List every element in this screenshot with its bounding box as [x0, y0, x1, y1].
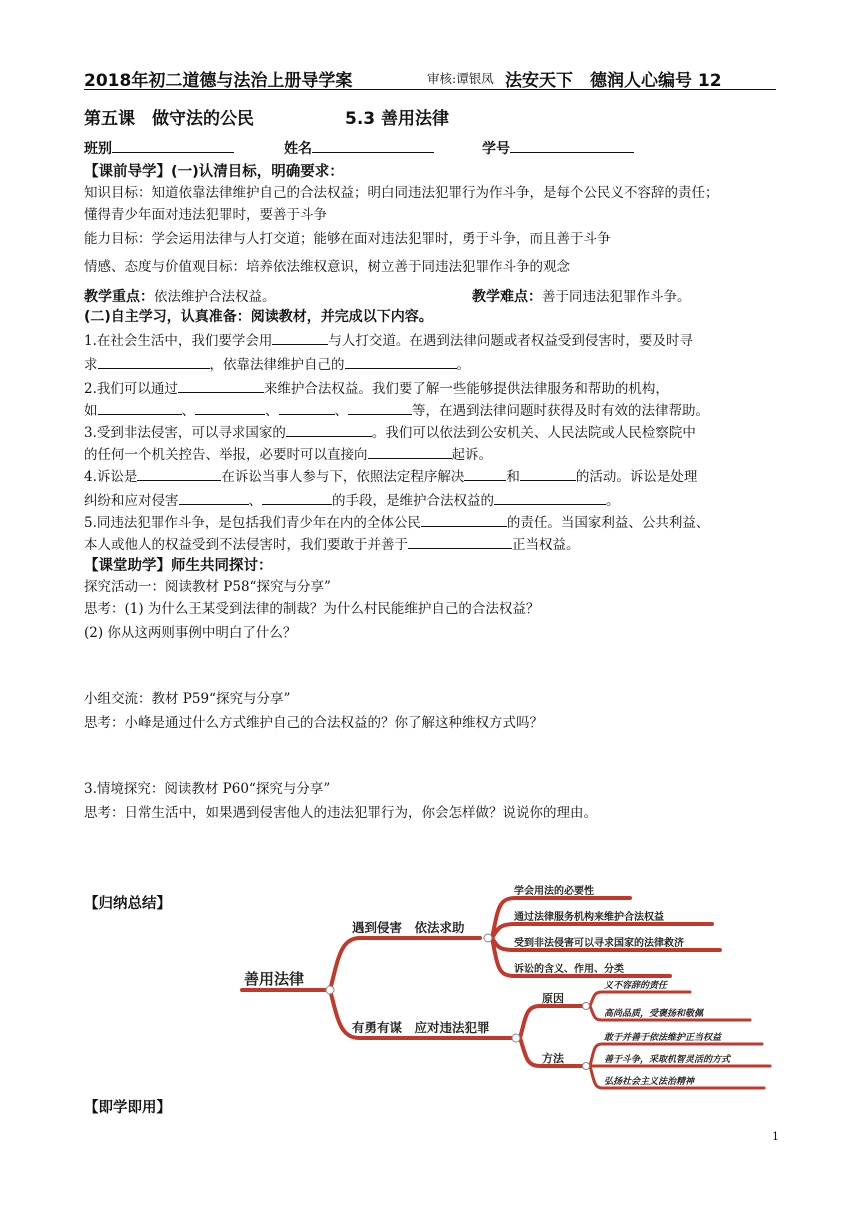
q2-sep-1: 、: [181, 403, 195, 419]
class-blank[interactable]: [112, 138, 234, 153]
mind-map-branch-2: 有勇有谋 应对违法犯罪: [352, 1020, 490, 1035]
q1-blank-2[interactable]: [98, 354, 210, 369]
reason-label: 原因: [542, 992, 564, 1005]
question-2-line2: [84, 400, 709, 420]
q1-text-b: 与人打交道。在遇到法律问题或者权益受到侵害时，要及时寻: [328, 333, 693, 349]
q5-text-b: 的责任。当国家利益、公共利益、: [506, 515, 710, 531]
emotion-goal: 情感、态度与价值观目标：培养依法维权意识，树立善于同违法犯罪作斗争的观念: [84, 259, 570, 275]
q4-text-b: 在诉讼当事人参与下，依照法定程序解决: [221, 469, 465, 485]
q2-blank-5[interactable]: [348, 400, 412, 415]
q4-text-f: 、: [248, 493, 262, 509]
reviewer: 审核:谭银凤: [427, 71, 494, 86]
q1-text-d: ，依靠法律维护自己的: [209, 357, 345, 373]
q3-blank-2[interactable]: [368, 444, 452, 459]
q2-text-b: 来维护合法权益。我们要了解一些能够提供法律服务和帮助的机构，: [263, 381, 669, 397]
header-rule: [84, 89, 776, 90]
q5-text-a: 5.同违法犯罪作斗争，是包括我们青少年在内的全体公民: [84, 515, 421, 531]
q4-blank-2[interactable]: [464, 466, 506, 481]
ability-goal: 能力目标：学会运用法律与人打交道；能够在面对违法犯罪时，勇于斗争，而且善于斗争: [84, 231, 611, 247]
leaf-line-2: [492, 924, 712, 938]
think-2: 思考：小峰是通过什么方式维护自己的合法权益的？你了解这种维权方式吗？: [84, 715, 543, 731]
q3-text-a: 3.受到非法侵害，可以寻求国家的: [84, 425, 286, 441]
q5-text-d: 正当权益。: [512, 537, 580, 553]
difficulty-label: 教学难点：: [472, 289, 542, 305]
method-item-2: 善于斗争，采取机智灵活的方式: [604, 1055, 731, 1065]
key-point-text: 依法维护合法权益。: [154, 289, 276, 305]
branch1-item-1: 学会用法的必要性: [514, 886, 594, 897]
q2-sep-3: 、: [334, 403, 348, 419]
document-title: 2018年初二道德与法治上册导学案: [84, 71, 353, 91]
method-item-3: 弘扬社会主义法治精神: [604, 1077, 695, 1087]
question-1-line2: [84, 354, 470, 374]
q2-sep-2: 、: [265, 403, 279, 419]
branch1-line: [330, 938, 480, 990]
class-label: 班别: [84, 141, 112, 157]
think-3: 思考：日常生活中，如果遇到侵害他人的违法犯罪行为，你会怎样做？说说你的理由。: [84, 805, 597, 821]
q3-blank-1[interactable]: [286, 422, 372, 437]
reason-collapse-icon: [583, 1003, 590, 1010]
q2-blank-3[interactable]: [195, 400, 265, 415]
q4-blank-3[interactable]: [520, 466, 576, 481]
think-1: 思考：(1) 为什么王某受到法律的制裁？为什么村民能维护自己的合法权益？: [84, 601, 540, 617]
q4-blank-5[interactable]: [262, 490, 332, 505]
q3-text-d: 起诉。: [451, 447, 492, 463]
q2-blank-4[interactable]: [279, 400, 335, 415]
q4-text-d: 的活动。诉讼是处理: [575, 469, 698, 485]
q2-blank-2[interactable]: [98, 400, 182, 415]
reason-item-1: 义不容辞的责任: [604, 981, 668, 991]
key-point: [84, 286, 276, 306]
method-item-1: 敢于并善于依法维护正当权益: [604, 1033, 722, 1043]
q2-blank-1[interactable]: [178, 378, 264, 393]
q1-text-a: 1.在社会生活中，我们要学会用: [84, 333, 273, 349]
practice-heading: 【即学即用】: [84, 1100, 171, 1116]
in-class-heading: 【课堂助学】师生共同探讨：: [84, 558, 273, 574]
question-3-line2: [84, 444, 492, 464]
q4-text-c: 和: [506, 469, 520, 485]
method-collapse-icon: [583, 1063, 590, 1070]
root-collapse-icon: [326, 986, 334, 994]
key-point-label: 教学重点：: [84, 289, 154, 305]
q4-blank-6[interactable]: [494, 490, 606, 505]
think-1b: (2) 你从这两则事例中明白了什么？: [84, 625, 297, 641]
self-study-heading: (二)自主学习，认真准备：阅读教材，并完成以下内容。: [84, 309, 433, 325]
id-field: [482, 138, 634, 158]
question-2-line1: [84, 378, 669, 398]
branch1-collapse-icon: [484, 934, 492, 942]
branch1-item-3: 受到非法侵害可以寻求国家的法律救济: [514, 938, 684, 949]
mind-map-root: 善用法律: [244, 970, 305, 988]
lesson-title: 第五课 做守法的公民: [84, 109, 254, 129]
q2-text-a: 2.我们可以通过: [84, 381, 178, 397]
id-label: 学号: [482, 141, 510, 157]
knowledge-goal-line2: 懂得青少年面对违法犯罪时，要善于斗争: [84, 207, 327, 223]
q1-text-e: 。: [456, 357, 470, 373]
id-blank[interactable]: [510, 138, 634, 153]
summary-heading: 【归纳总结】: [84, 896, 171, 912]
question-5-line2: [84, 534, 580, 554]
reason-leaf-line-1: [590, 992, 690, 1006]
q4-text-e: 纠纷和应对侵害: [84, 493, 179, 509]
question-5-line1: [84, 512, 709, 532]
branch2-collapse-icon: [512, 1034, 520, 1042]
q4-text-a: 4.诉讼是: [84, 469, 138, 485]
q4-blank-4[interactable]: [179, 490, 249, 505]
question-3-line1: [84, 422, 696, 442]
q4-blank-1[interactable]: [137, 466, 221, 481]
q1-blank-3[interactable]: [345, 354, 457, 369]
q1-text-c: 求: [84, 357, 98, 373]
q3-text-b: 。我们可以依法到公安机关、人民法院或人民检察院中: [371, 425, 696, 441]
q2-text-c: 如: [84, 403, 98, 419]
page-number: 1: [772, 1130, 779, 1143]
pre-class-heading: 【课前导学】(一)认清目标，明确要求：: [84, 164, 344, 180]
name-blank[interactable]: [312, 138, 434, 153]
group-exchange: 小组交流：教材 P59“探究与分享”: [84, 691, 291, 707]
activity-1: 探究活动一：阅读教材 P58“探究与分享”: [84, 579, 331, 595]
q4-text-h: 。: [606, 493, 620, 509]
mind-map: [230, 880, 790, 1100]
reason-item-2: 高尚品质，受褒扬和敬佩: [604, 1009, 704, 1019]
reason-line: [520, 1006, 582, 1038]
q4-text-g: 的手段，是维护合法权益的: [332, 493, 494, 509]
method-label: 方法: [542, 1052, 564, 1065]
question-1-line1: [84, 330, 693, 350]
class-field: [84, 138, 234, 158]
q5-blank-1[interactable]: [421, 512, 507, 527]
name-label: 姓名: [284, 141, 312, 157]
question-4-line2: [84, 490, 620, 510]
name-field: [284, 138, 434, 158]
section-title: 5.3 善用法律: [345, 109, 450, 129]
q3-text-c: 的任何一个机关控告、举报，必要时可以直接向: [84, 447, 368, 463]
mind-map-branch-1: 遇到侵害 依法求助: [352, 920, 465, 935]
knowledge-goal-line1: 知识目标：知道依靠法律维护自己的合法权益；明白同违法犯罪行为作斗争，是每个公民义不容辞的责任；: [84, 185, 719, 201]
motto: 法安天下 德润人心编号 12: [505, 71, 722, 91]
branch1-item-4: 诉讼的含义、作用、分类: [514, 964, 624, 975]
difficulty-text: 善于同违法犯罪作斗争。: [542, 289, 691, 305]
q1-blank-1[interactable]: [272, 330, 328, 345]
q2-text-d: 等，在遇到法律问题时获得及时有效的法律帮助。: [412, 403, 709, 419]
difficulty: [472, 286, 691, 306]
q5-blank-2[interactable]: [408, 534, 512, 549]
question-4-line1: [84, 466, 697, 486]
branch1-item-2: 通过法律服务机构来维护合法权益: [514, 912, 664, 923]
scenario: 3.情境探究：阅读教材 P60“探究与分享”: [84, 781, 331, 797]
q5-text-c: 本人或他人的权益受到不法侵害时，我们要敢于并善于: [84, 537, 408, 553]
